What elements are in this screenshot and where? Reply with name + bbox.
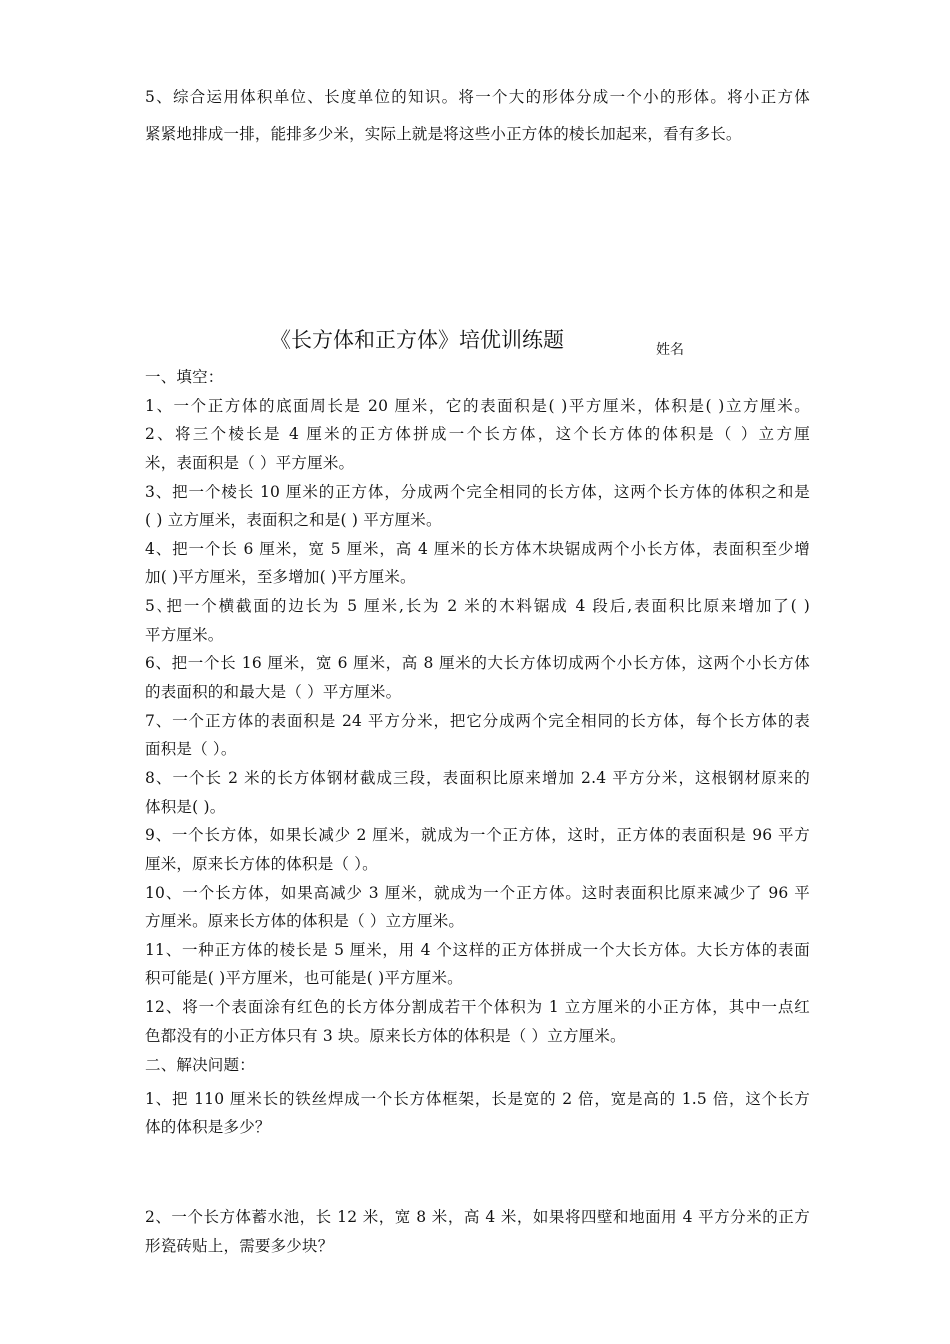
name-label: 姓名 <box>656 342 684 358</box>
question-7-line-1: 7、一个正方体的表面积是 24 平方分米，把它分成两个完全相同的长方体，每个长方体的表 <box>145 712 810 730</box>
question-5-line-2: 平方厘米。 <box>145 626 224 644</box>
question-8-line-2: 体积是( )。 <box>145 798 226 816</box>
question-12-line-1: 12、将一个表面涂有红色的长方体分割成若干个体积为 1 立方厘米的小正方体，其中一点红 <box>145 998 810 1016</box>
question-1-line-1: 1、一个正方体的底面周长是 20 厘米，它的表面积是( )平方厘米，体积是( )立方厘米。 <box>145 397 810 415</box>
question-7-line-2: 面积是（ ）。 <box>145 740 237 758</box>
question-4-line-1: 4、把一个长 6 厘米，宽 5 厘米，高 4 厘米的长方体木块锯成两个小长方体，表面积至少增 <box>145 540 810 558</box>
question-3-line-2: ( ) 立方厘米，表面积之和是( ) 平方厘米。 <box>145 511 442 529</box>
question-9-line-2: 厘米，原来长方体的体积是（ ）。 <box>145 855 378 873</box>
question-6-line-2: 的表面积的和最大是（ ）平方厘米。 <box>145 683 402 701</box>
problem-1-line-2: 体的体积是多少？ <box>145 1118 271 1136</box>
question-8-line-1: 8、一个长 2 米的长方体钢材截成三段，表面积比原来增加 2.4 平方分米，这根钢材原来的 <box>145 769 810 787</box>
question-4-line-2: 加( )平方厘米，至多增加( )平方厘米。 <box>145 568 416 586</box>
question-2-line-2: 米，表面积是（ ）平方厘米。 <box>145 454 355 472</box>
intro-line-2: 紧紧地排成一排，能排多少米，实际上就是将这些小正方体的棱长加起来，看有多长。 <box>145 125 742 143</box>
intro-line-1: 5、综合运用体积单位、长度单位的知识。将一个大的形体分成一个小的形体。将小正方体 <box>145 88 810 106</box>
question-9-line-1: 9、一个长方体，如果长减少 2 厘米，就成为一个正方体，这时，正方体的表面积是 96 平方 <box>145 826 810 844</box>
question-11-line-2: 积可能是( )平方厘米，也可能是( )平方厘米。 <box>145 969 463 987</box>
question-10-line-2: 方厘米。原来长方体的体积是（ ）立方厘米。 <box>145 912 465 930</box>
section-1-heading: 一、填空： <box>145 368 224 386</box>
question-2-line-1: 2、将三个棱长是 4 厘米的正方体拼成一个长方体，这个长方体的体积是（ ）立方厘 <box>145 425 810 443</box>
question-11-line-1: 11、一种正方体的棱长是 5 厘米，用 4 个这样的正方体拼成一个大长方体。大长方体的表面 <box>145 941 810 959</box>
question-3-line-1: 3、把一个棱长 10 厘米的正方体，分成两个完全相同的长方体，这两个长方体的体积之和是 <box>145 483 810 501</box>
problem-2-line-1: 2、一个长方体蓄水池，长 12 米，宽 8 米，高 4 米，如果将四壁和地面用 4 平方分米的正方 <box>145 1208 810 1226</box>
problem-1-line-1: 1、把 110 厘米长的铁丝焊成一个长方体框架，长是宽的 2 倍，宽是高的 1.5 倍，这个长方 <box>145 1090 810 1108</box>
question-6-line-1: 6、把一个长 16 厘米，宽 6 厘米，高 8 厘米的大长方体切成两个小长方体，这两个小长方体 <box>145 654 810 672</box>
section-2-heading: 二、解决问题： <box>145 1056 255 1074</box>
problem-2-line-2: 形瓷砖贴上，需要多少块？ <box>145 1237 334 1255</box>
worksheet-title: 《长方体和正方体》培优训练题 <box>270 328 564 352</box>
question-10-line-1: 10、一个长方体，如果高减少 3 厘米，就成为一个正方体。这时表面积比原来减少了 96 平 <box>145 884 810 902</box>
question-5-line-1: 5､把一个横截面的边长为 5 厘米,长为 2 米的木料锯成 4 段后,表面积比原来增加了( ) <box>145 597 810 615</box>
question-12-line-2: 色都没有的小正方体只有 3 块。原来长方体的体积是（ ）立方厘米。 <box>145 1027 626 1045</box>
